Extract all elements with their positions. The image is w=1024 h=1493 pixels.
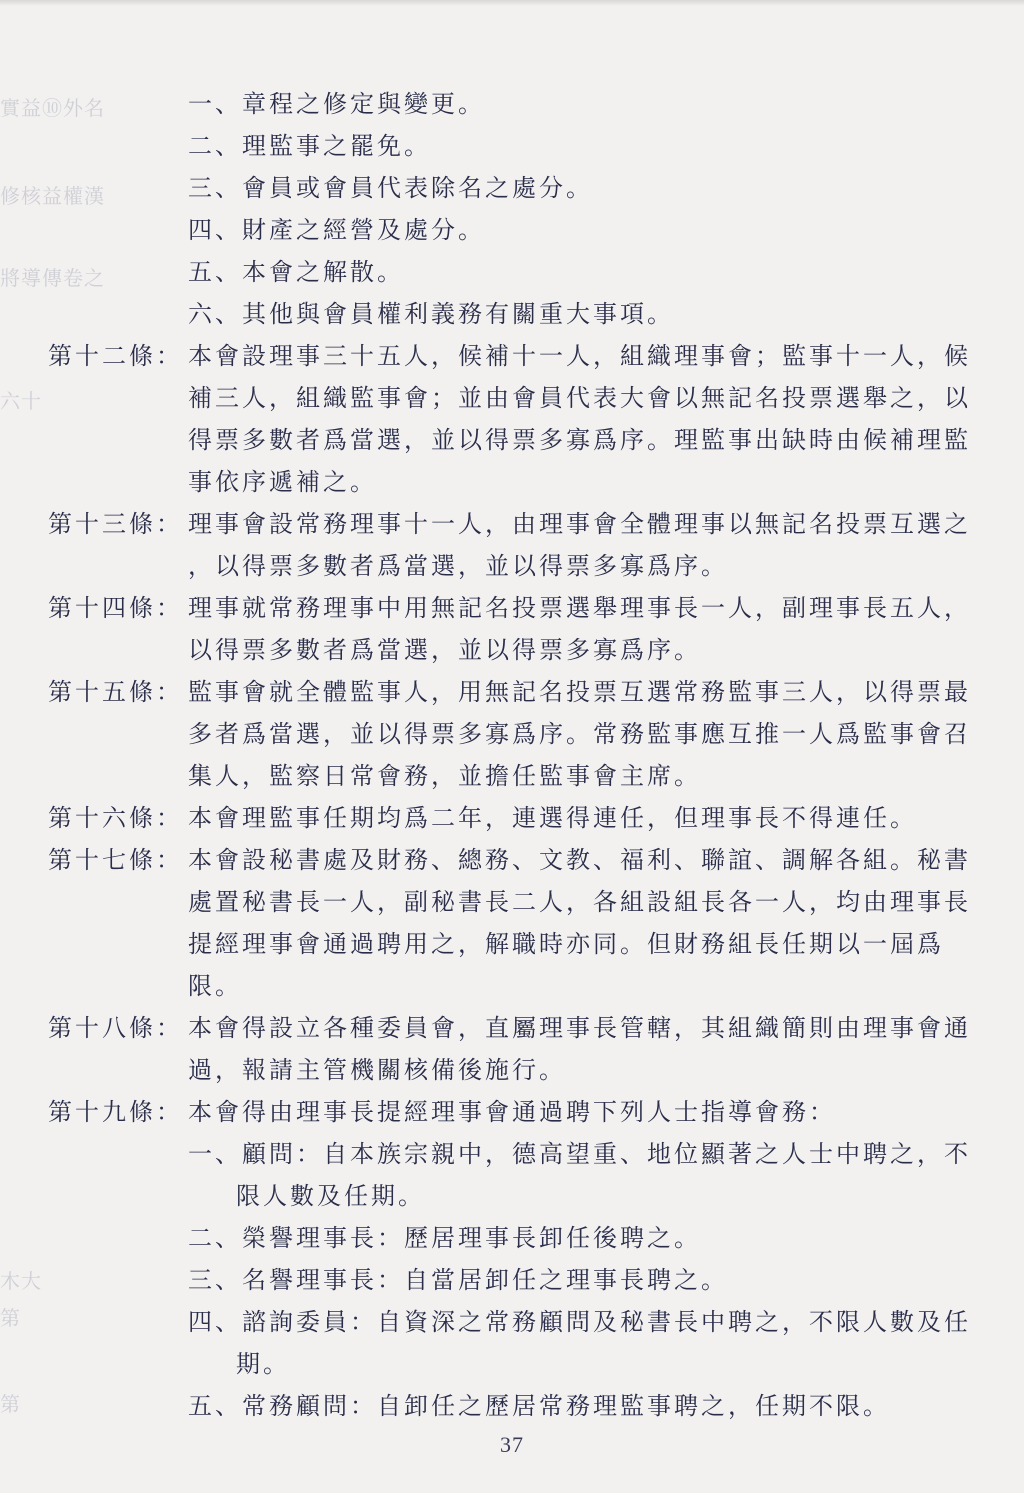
list-item: 四、諮詢委員：自資深之常務顧問及秘書長中聘之，不限人數及任 <box>188 1308 971 1336</box>
list-item: 五、本會之解散。 <box>188 258 404 286</box>
article-label: 第十二條： <box>48 342 183 370</box>
list-item: 六、其他與會員權利義務有關重大事項。 <box>188 300 674 328</box>
article-line: 本會設秘書處及財務、總務、文教、福利、聯誼、調解各組。秘書 <box>188 846 971 874</box>
article-line: 理事就常務理事中用無記名投票選舉理事長一人，副理事長五人， <box>188 594 971 622</box>
list-item: 一、顧問：自本族宗親中，德高望重、地位顯著之人士中聘之，不 <box>188 1140 971 1168</box>
article-label: 第十七條： <box>48 846 183 874</box>
page-number: 37 <box>500 1432 524 1457</box>
article-line: 多者爲當選，並以得票多寡爲序。常務監事應互推一人爲監事會召 <box>188 720 971 748</box>
ghost-text: 第 <box>0 1306 21 1330</box>
ghost-text: 將導傳卷之 <box>0 266 105 290</box>
article-label: 第十四條： <box>48 594 183 622</box>
article-line: 事依序遞補之。 <box>188 468 377 496</box>
article-line: ，以得票多數者爲當選，並以得票多寡爲序。 <box>188 552 728 580</box>
article-line: 理事會設常務理事十一人，由理事會全體理事以無記名投票互選之 <box>188 510 971 538</box>
ghost-text: 六十 <box>0 389 42 413</box>
article-line: 補三人，組織監事會；並由會員代表大會以無記名投票選舉之，以 <box>188 384 971 412</box>
article-line: 本會得設立各種委員會，直屬理事長管轄，其組織簡則由理事會通 <box>188 1014 971 1042</box>
list-item: 二、理監事之罷免。 <box>188 132 431 160</box>
list-item: 一、章程之修定與變更。 <box>188 90 485 118</box>
article-line: 本會得由理事長提經理事會通過聘下列人士指導會務： <box>188 1098 836 1126</box>
article-line: 監事會就全體監事人，用無記名投票互選常務監事三人，以得票最 <box>188 678 971 706</box>
article-line: 得票多數者爲當選，並以得票多寡爲序。理監事出缺時由候補理監 <box>188 426 971 454</box>
article-line: 過，報請主管機關核備後施行。 <box>188 1056 566 1084</box>
list-item: 二、榮譽理事長：歷居理事長卸任後聘之。 <box>188 1224 701 1252</box>
list-item: 四、財產之經營及處分。 <box>188 216 485 244</box>
list-item: 三、名譽理事長：自當居卸任之理事長聘之。 <box>188 1266 728 1294</box>
article-line: 限。 <box>188 972 242 1000</box>
article-label: 第十九條： <box>48 1098 183 1126</box>
article-line: 以得票多數者爲當選，並以得票多寡爲序。 <box>188 636 701 664</box>
article-line: 提經理事會通過聘用之，解職時亦同。但財務組長任期以一屆爲 <box>188 930 944 958</box>
article-line: 集人，監察日常會務，並擔任監事會主席。 <box>188 762 701 790</box>
article-label: 第十五條： <box>48 678 183 706</box>
article-label: 第十三條： <box>48 510 183 538</box>
page-edge-shadow <box>0 0 1024 6</box>
list-item: 限人數及任期。 <box>236 1182 425 1210</box>
article-line: 本會設理事三十五人，候補十一人，組織理事會；監事十一人，候 <box>188 342 971 370</box>
list-item: 五、常務顧問：自卸任之歷居常務理監事聘之，任期不限。 <box>188 1392 890 1420</box>
list-item: 期。 <box>236 1350 290 1378</box>
ghost-text: 第 <box>0 1392 21 1416</box>
ghost-text: 修核益權漢 <box>0 184 105 208</box>
article-label: 第十六條： <box>48 804 183 832</box>
ghost-text: 實益⑩外名 <box>0 96 105 120</box>
list-item: 三、會員或會員代表除名之處分。 <box>188 174 593 202</box>
article-line: 處置秘書長一人，副秘書長二人，各組設組長各一人，均由理事長 <box>188 888 971 916</box>
article-line: 本會理監事任期均爲二年，連選得連任，但理事長不得連任。 <box>188 804 917 832</box>
ghost-text: 木大 <box>0 1269 42 1293</box>
article-label: 第十八條： <box>48 1014 183 1042</box>
